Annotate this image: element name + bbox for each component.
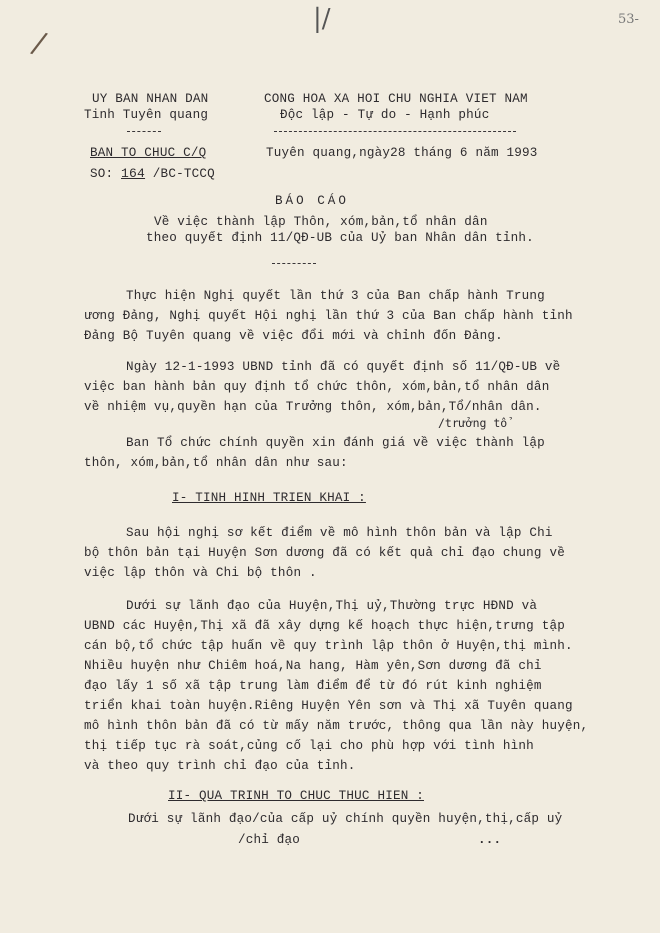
document-number-suffix: /BC-TCCQ (145, 167, 215, 181)
para5-line4: Nhiều huyện như Chiêm hoá,Na hang, Hàm yên,Sơn dương đã chỉ (84, 659, 542, 673)
document-number-prefix: SO: (90, 167, 122, 181)
para5-line7: mô hình thôn bản đã có từ mấy năm trước, thông qua lần này huyện, (84, 719, 589, 733)
issuer-line-2: Tinh Tuyên quang (84, 108, 209, 122)
para2-line1: Ngày 12-1-1993 UBND tỉnh đã có quyết định số 11/QĐ-UB về (126, 360, 561, 374)
para5-line9: và theo quy trình chỉ đạo của tỉnh. (84, 759, 356, 773)
archive-page-number: 53- (618, 12, 639, 27)
para5-line2: UBND các Huyện,Thị xã đã xây dựng kế hoạch thực hiện,trưng tập (84, 619, 565, 633)
title-subject-line-1: Về việc thành lập Thôn, xóm,bản,tổ nhân dân (154, 215, 488, 229)
issuer-line-1: UY BAN NHAN DAN (92, 92, 209, 106)
continuation-mark: ... (478, 833, 502, 847)
top-pen-mark: |/ (313, 4, 331, 34)
motto: Độc lập - Tự do - Hạnh phúc (280, 108, 490, 122)
para4-line3: việc lập thôn và Chi bộ thôn . (84, 566, 317, 580)
para2-line3: về nhiệm vụ,quyền hạn của Trưởng thôn, xóm,bản,Tổ/nhân dân. (84, 400, 542, 414)
document-number (90, 166, 215, 181)
para5-line1: Dưới sự lãnh đạo của Huyện,Thị uỷ,Thường trực HĐND và (126, 599, 538, 613)
motto-divider (274, 131, 516, 132)
para1-line2: ương Đảng, Nghị quyết Hội nghị lần thứ 3 của Ban chấp hành tỉnh (84, 309, 573, 323)
para4-line1: Sau hội nghị sơ kết điểm về mô hình thôn bản và lập Chi (126, 526, 553, 540)
corner-pen-mark: / (28, 25, 50, 62)
para5-line8: thị tiếp tục rà soát,củng cố lại cho phù hợp với tình hình (84, 739, 534, 753)
section-2-heading: II- QUA TRINH TO CHUC THUC HIEN : (168, 789, 424, 803)
para2-insertion-note: /trưởng tổ (438, 416, 508, 430)
para5-line3: cán bộ,tổ chức tập huấn về quy trình lập thôn ở Huyện,thị mình. (84, 639, 573, 653)
para1-line3: Đảng Bộ Tuyên quang về việc đổi mới và chỉnh đốn Đảng. (84, 329, 503, 343)
document-number-value: 164 (121, 166, 146, 181)
section-1-heading: I- TINH HINH TRIEN KHAI : (172, 491, 366, 505)
para2-line2: việc ban hành bản quy định tổ chức thôn, xóm,bản,tổ nhân dân (84, 380, 550, 394)
document-title: BÁO CÁO (275, 194, 349, 208)
department-name: BAN TO CHUC C/Q (90, 146, 207, 160)
para3-line2: thôn, xóm,bản,tổ nhân dân như sau: (84, 456, 348, 470)
place-and-date: Tuyên quang,ngày28 tháng 6 năm 1993 (266, 146, 538, 160)
para3-line1: Ban Tổ chức chính quyền xin đánh giá về việc thành lập (126, 436, 545, 450)
para5-line6: triển khai toàn huyện.Riêng Huyện Yên sơn và Thị xã Tuyên quang (84, 699, 573, 713)
para6-line2: /chỉ đạo (238, 833, 301, 847)
title-subject-line-2: theo quyết định 11/QĐ-UB của Uỷ ban Nhân dân tỉnh. (146, 231, 534, 245)
para6-line1: Dưới sự lãnh đạo/của cấp uỷ chính quyền huyện,thị,cấp uỷ (128, 812, 563, 826)
title-divider (272, 263, 316, 264)
country-name: CONG HOA XA HOI CHU NGHIA VIET NAM (264, 92, 528, 106)
para1-line1: Thực hiện Nghị quyết lần thứ 3 của Ban chấp hành Trung (126, 289, 545, 303)
para5-line5: đạo lấy 1 số xã tập trung làm điểm để từ đó rút kinh nghiệm (84, 679, 542, 693)
issuer-divider (127, 131, 161, 132)
para4-line2: bộ thôn bản tại Huyện Sơn dương đã có kết quả chỉ đạo chung về (84, 546, 565, 560)
